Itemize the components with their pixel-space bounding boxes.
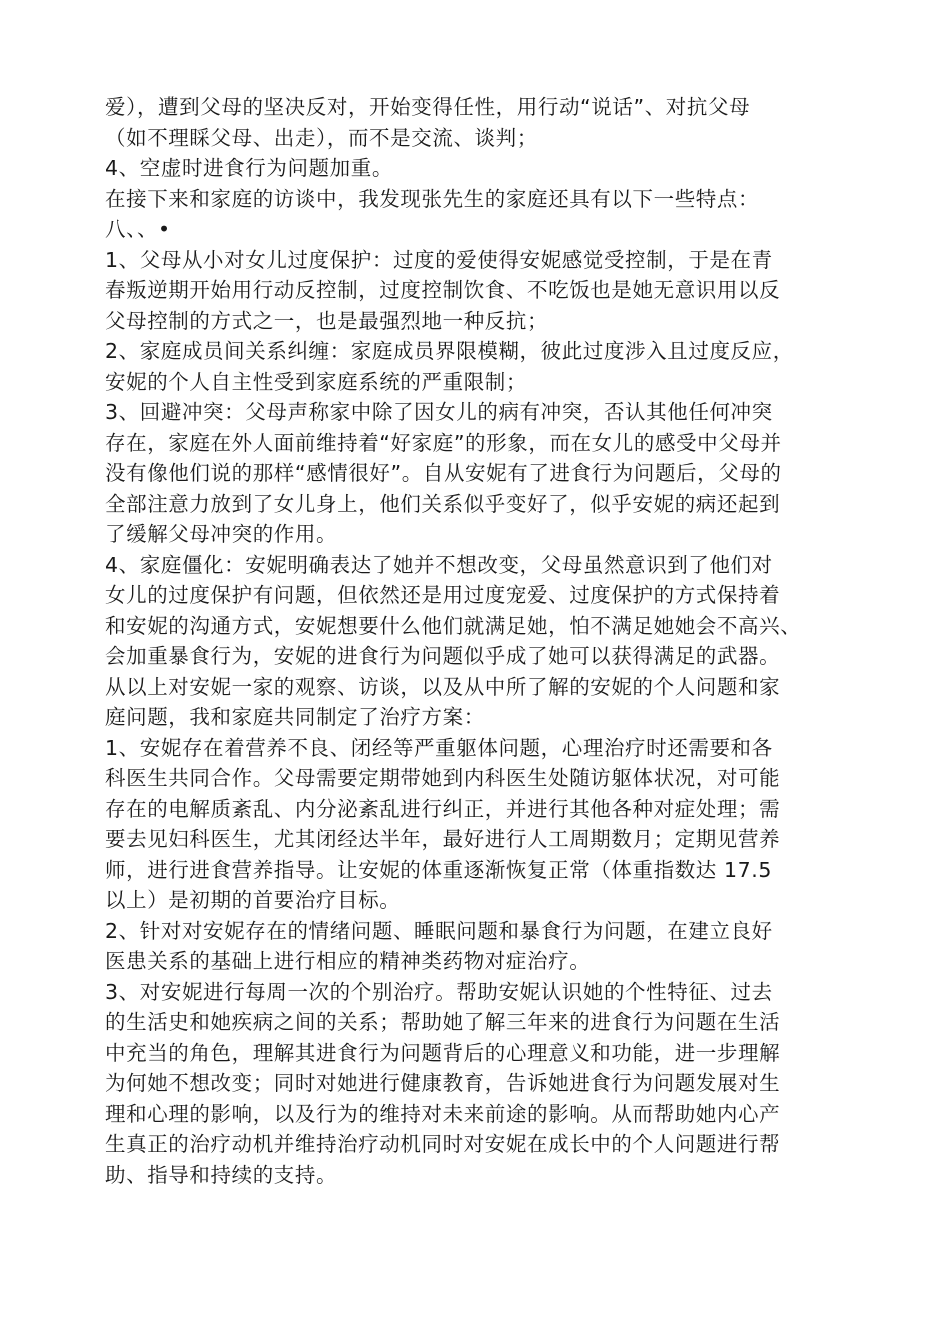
text-line: 安妮的个人自主性受到家庭系统的严重限制；: [105, 369, 527, 394]
text-line: 女儿的过度保护有问题，但依然还是用过度宠爱、过度保护的方式保持着: [105, 583, 781, 607]
text-line: 师，进行进食营养指导。让安妮的体重逐渐恢复正常（体重指数达 17.5: [105, 857, 773, 882]
text-line: 科医生共同合作。父母需要定期带她到内科医生处随访躯体状况，对可能: [105, 766, 781, 790]
text-line: 八、、•: [105, 217, 171, 241]
text-line: 全部注意力放到了女儿身上，他们关系似乎变好了，似乎安妮的病还起到: [105, 491, 781, 516]
text-line: 了缓解父母冲突的作用。: [105, 522, 338, 546]
text-line: 父母控制的方式之一，也是最强烈地一种反抗；: [105, 308, 549, 333]
text-line: 1、安妮存在着营养不良、闭经等严重躯体问题，心理治疗时还需要和各: [105, 735, 773, 760]
text-line: 2、家庭成员间关系纠缠：家庭成员界限模糊，彼此过度涉入且过度反应，: [105, 339, 794, 363]
text-line: 生真正的治疗动机并维持治疗动机同时对安妮在成长中的个人问题进行帮: [105, 1132, 781, 1156]
text-line: （如不理睬父母、出走），而不是交流、谈判；: [105, 125, 538, 150]
text-line: 医患关系的基础上进行相应的精神类药物对症治疗。: [105, 949, 591, 973]
text-line: 理和心理的影响，以及行为的维持对未来前途的影响。从而帮助她内心产: [105, 1101, 781, 1126]
text-line: 4、家庭僵化：安妮明确表达了她并不想改变，父母虽然意识到了他们对: [105, 552, 773, 577]
text-line: 的生活史和她疾病之间的关系；帮助她了解三年来的进食行为问题在生活: [105, 1010, 781, 1034]
text-line: 2、针对对安妮存在的情绪问题、睡眠问题和暴食行为问题，在建立良好: [105, 918, 773, 943]
text-line: 春叛逆期开始用行动反控制，过度控制饮食、不吃饭也是她无意识用以反: [105, 278, 781, 302]
text-line: 会加重暴食行为，安妮的进食行为问题似乎成了她可以获得满足的武器。: [105, 644, 781, 668]
text-line: 要去见妇科医生，尤其闭经达半年，最好进行人工周期数月；定期见营养: [105, 827, 781, 851]
text-line: 庭问题，我和家庭共同制定了治疗方案：: [105, 705, 485, 729]
text-line: 存在，家庭在外人面前维持着“好家庭”的形象，而在女儿的感受中父母并: [105, 430, 782, 455]
text-line: 1、父母从小对女儿过度保护：过度的爱使得安妮感觉受控制，于是在青: [105, 247, 773, 272]
text-line: 和安妮的沟通方式，安妮想要什么他们就满足她，怕不满足她她会不高兴、: [105, 613, 802, 638]
text-line: 没有像他们说的那样“感情很好”。自从安妮有了进食行为问题后，父母的: [105, 461, 782, 485]
text-line: 爱），遭到父母的坚决反对，开始变得任性，用行动“说话”、对抗父母: [105, 95, 751, 119]
text-line: 存在的电解质紊乱、内分泌紊乱进行纠正，并进行其他各种对症处理；需: [105, 796, 781, 821]
text-line: 3、对安妮进行每周一次的个别治疗。帮助安妮认识她的个性特征、过去: [105, 979, 773, 1004]
text-line: 助、指导和持续的支持。: [105, 1162, 338, 1187]
text-line: 在接下来和家庭的访谈中，我发现张先生的家庭还具有以下一些特点：: [105, 186, 760, 211]
text-line: 中充当的角色，理解其进食行为问题背后的心理意义和功能，进一步理解: [105, 1040, 781, 1065]
document-body: [105, 92, 885, 1190]
text-line: 4、空虚时进食行为问题加重。: [105, 156, 393, 180]
text-line: 从以上对安妮一家的观察、访谈，以及从中所了解的安妮的个人问题和家: [105, 674, 781, 699]
text-line: 以上）是初期的首要治疗目标。: [105, 888, 401, 912]
text-line: 为何她不想改变；同时对她进行健康教育，告诉她进食行为问题发展对生: [105, 1071, 781, 1095]
text-line: 3、回避冲突：父母声称家中除了因女儿的病有冲突，否认其他任何冲突: [105, 400, 773, 424]
